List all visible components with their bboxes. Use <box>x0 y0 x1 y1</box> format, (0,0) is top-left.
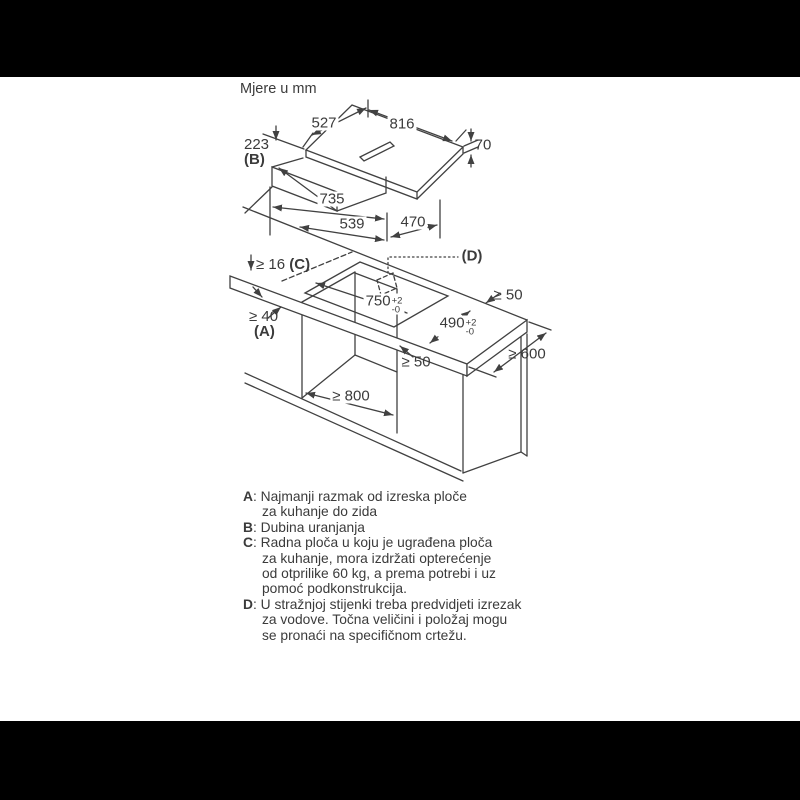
letterbox-bar-bottom <box>0 721 800 800</box>
legend-sep: : <box>252 535 261 551</box>
legend-text: pomoć podkonstrukcija. <box>262 581 407 597</box>
dim-label-527: 527 <box>311 114 337 132</box>
letterbox-bar-top <box>0 0 800 77</box>
dim-label-539: 539 <box>339 215 365 233</box>
legend-sep: : <box>252 489 261 504</box>
tol-plus: +2 <box>465 317 477 329</box>
legend-item-C <box>243 535 521 550</box>
dim-label-816: 816 <box>389 115 415 133</box>
dim-label-cutout-width <box>438 316 479 337</box>
dim-label-470: 470 <box>400 213 426 231</box>
tol-minus: -0 <box>465 326 475 337</box>
legend-sep: : <box>252 519 261 535</box>
legend <box>243 489 521 643</box>
dim-label-worktop-depth: ≥ 600 <box>508 345 546 363</box>
legend-key: B <box>243 519 253 535</box>
dim-value-750: 750 <box>365 292 391 310</box>
legend-key: D <box>243 596 253 612</box>
legend-text: Dubina uranjanja <box>260 519 365 535</box>
dim-label-right-clearance: ≥ 50 <box>401 353 431 371</box>
legend-item-A <box>243 489 521 504</box>
tol-plus: +2 <box>391 295 403 307</box>
dim-label-side-clearance: ≥ 40 <box>249 308 279 325</box>
tolerance-490 <box>465 317 477 337</box>
dim-value-16: ≥ 16 <box>256 256 286 273</box>
dim-label-70: 70 <box>474 136 492 154</box>
legend-text: U stražnjoj stijenki treba predvidjeti izrezak <box>260 596 522 612</box>
worktop-isometric <box>230 207 551 481</box>
legend-text: se pronaći na specifičnom crtežu. <box>262 627 467 643</box>
dim-label-cutout-length <box>364 294 405 315</box>
key-label-D: (D) <box>461 247 483 265</box>
units-title: Mjere u mm <box>240 81 317 97</box>
tolerance-750 <box>391 295 403 315</box>
legend-text: Najmanji razmak od izreska ploče <box>260 489 467 504</box>
dim-value-490: 490 <box>439 314 465 332</box>
dim-value-223: 223 <box>244 136 270 153</box>
key-label-B: (B) <box>244 151 265 168</box>
legend-text: Radna ploča u koju je ugrađena ploča <box>260 535 493 551</box>
legend-text: od otprilike 60 kg, a prema potrebi i uz <box>262 566 496 582</box>
tol-minus: -0 <box>391 304 401 315</box>
legend-text: za kuhanje, mora izdržati opterećenje <box>262 550 492 566</box>
dim-label-cabinet-width: ≥ 800 <box>332 387 370 405</box>
dim-label-rear-clearance: ≥ 50 <box>493 286 523 304</box>
legend-sep: : <box>252 596 261 612</box>
key-label-A: (A) <box>254 323 275 340</box>
key-label-C: (C) <box>289 256 311 273</box>
legend-item-D <box>243 597 521 612</box>
dim-label-735: 735 <box>319 190 345 208</box>
legend-key: A <box>243 489 253 504</box>
dim-label-223-B <box>244 137 269 167</box>
legend-text: za kuhanje do zida <box>262 504 378 520</box>
legend-text: za vodove. Točna veličini i položaj mogu <box>262 612 508 628</box>
legend-key: C <box>243 535 253 551</box>
legend-item-B <box>243 520 521 535</box>
dim-label-thickness-C <box>256 257 310 272</box>
